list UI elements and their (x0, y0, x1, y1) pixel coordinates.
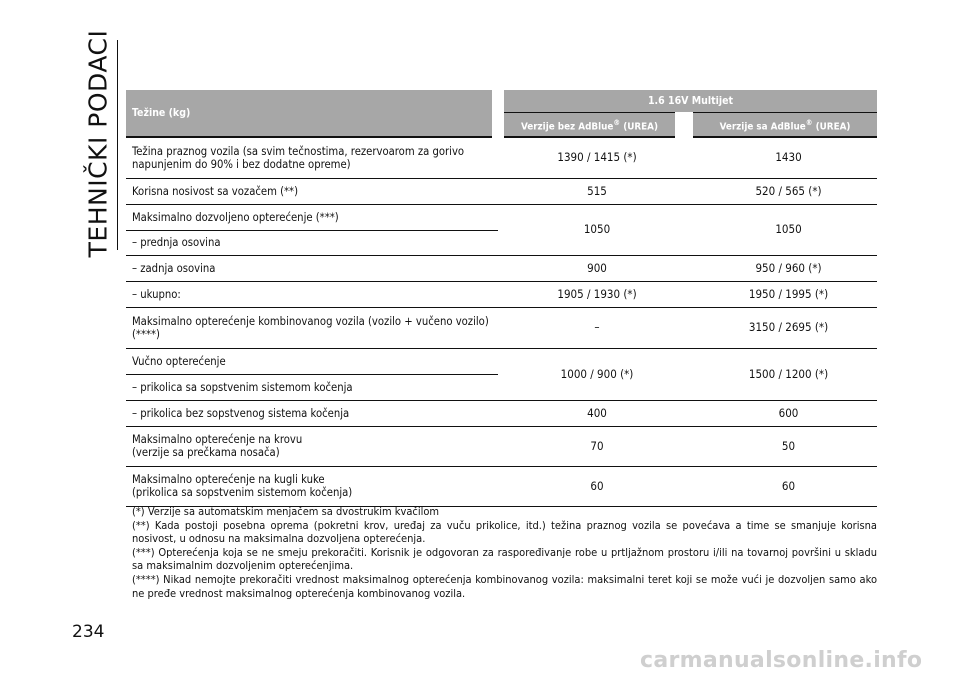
row-value-no-adblue: 515 (498, 178, 684, 204)
row-value-adblue: 1050 (684, 204, 877, 255)
table-header-row-1 (126, 90, 877, 113)
row-value-no-adblue: 400 (498, 400, 684, 426)
row-label: Korisna nosivost sa vozačem (**) (126, 178, 498, 204)
row-value-adblue: 1950 / 1995 (*) (684, 281, 877, 307)
row-label: – prikolica sa sopstvenim sistemom kočenja (126, 374, 498, 400)
row-value-adblue: 3150 / 2695 (*) (684, 307, 877, 348)
variant-a-suffix: (UREA) (620, 120, 659, 132)
weights-header: Težine (kg) (126, 90, 498, 137)
row-value-no-adblue: 1050 (498, 204, 684, 255)
footnote: (***) Opterećenja koja se ne smeju prekoračiti. Korisnik je odgovoran za raspoređivanje robe u prtljažnom prostoru i/ili na tovarnoj površini u skladu sa maksimalnim dozvoljenim opterećenjima. (132, 545, 877, 573)
row-label: – zadnja osovina (126, 255, 498, 281)
row-label-line: Maksimalno opterećenje na krovu (132, 433, 303, 446)
registered-mark: ® (805, 117, 813, 127)
row-value-no-adblue: 1905 / 1930 (*) (498, 281, 684, 307)
row-label-line: (verzije sa prečkama nosača) (132, 446, 280, 459)
table-row (126, 466, 877, 506)
variant-a-label: Verzije bez AdBlue (520, 120, 614, 132)
table-row (126, 348, 877, 374)
table-row (126, 204, 877, 230)
table-row (126, 426, 877, 466)
table-row (126, 307, 877, 348)
variant-b-suffix: (UREA) (812, 120, 851, 132)
row-label-line: napunjenim do 90% i bez dodatne opreme) (132, 157, 351, 171)
row-value-adblue: 50 (684, 426, 877, 466)
variant-header-adblue (684, 113, 877, 137)
row-label-line: (****) (132, 327, 160, 341)
table-row (126, 137, 877, 178)
row-value-no-adblue: 1390 / 1415 (*) (498, 137, 684, 178)
row-label-line: Težina praznog vozila (sa svim tečnostima, rezervoarom za gorivo (132, 144, 465, 158)
row-value-no-adblue: 1000 / 900 (*) (498, 348, 684, 400)
table-row (126, 281, 877, 307)
variant-b-label: Verzije sa AdBlue (719, 120, 806, 132)
row-value-no-adblue: 60 (498, 466, 684, 506)
row-value-no-adblue: 70 (498, 426, 684, 466)
row-label-line: Maksimalno opterećenje kombinovanog vozila (vozilo + vučeno vozilo) (132, 314, 489, 328)
weights-table (126, 90, 877, 507)
row-label-line: Maksimalno opterećenje na kugli kuke (132, 473, 325, 486)
row-value-no-adblue: 900 (498, 255, 684, 281)
row-label: Maksimalno dozvoljeno opterećenje (***) (126, 204, 498, 230)
row-label-line: (prikolica sa sopstvenim sistemom kočenja) (132, 486, 353, 499)
row-value-adblue: 1430 (684, 137, 877, 178)
page-number: 234 (72, 622, 105, 642)
registered-mark: ® (613, 117, 621, 127)
row-value-no-adblue: – (498, 307, 684, 348)
row-value-adblue: 600 (684, 400, 877, 426)
row-label (126, 307, 498, 348)
row-label: Vučno opterećenje (126, 348, 498, 374)
variant-header-no-adblue (498, 113, 684, 137)
row-value-adblue: 950 / 960 (*) (684, 255, 877, 281)
section-divider (117, 40, 118, 250)
table-row (126, 400, 877, 426)
section-title-text: TEHNIČKI PODACI (83, 29, 113, 258)
row-label (126, 426, 498, 466)
row-label (126, 466, 498, 506)
row-label (126, 137, 498, 178)
watermark: carmanualsonline.info (640, 648, 923, 673)
row-label: – ukupno: (126, 281, 498, 307)
section-title (82, 29, 114, 258)
row-label: – prikolica bez sopstvenog sistema kočenja (126, 400, 498, 426)
engine-header: 1.6 16V Multijet (498, 90, 877, 113)
row-label: – prednja osovina (126, 230, 498, 255)
table-row (126, 255, 877, 281)
footnote: (****) Nikad nemojte prekoračiti vrednost maksimalnog opterećenja kombinovanog vozila: maksimalni teret koji se može vući je dozvoljen samo ako ne pređe vrednost maksimalnog opterećenja kombinovanog vozila. (132, 572, 877, 600)
row-value-adblue: 60 (684, 466, 877, 506)
footnote: (*) Verzije sa automatskim menjačem sa dvostrukim kvačilom (132, 505, 440, 518)
footnotes (132, 505, 877, 600)
table-row (126, 178, 877, 204)
footnote: (**) Kada postoji posebna oprema (pokretni krov, uređaj za vuču prikolice, itd.) težina praznog vozila se povećava a time se smanjuje korisna nosivost, u odnosu na maksimalna dozvoljena opterećenja. (132, 518, 877, 546)
row-value-adblue: 1500 / 1200 (*) (684, 348, 877, 400)
row-value-adblue: 520 / 565 (*) (684, 178, 877, 204)
